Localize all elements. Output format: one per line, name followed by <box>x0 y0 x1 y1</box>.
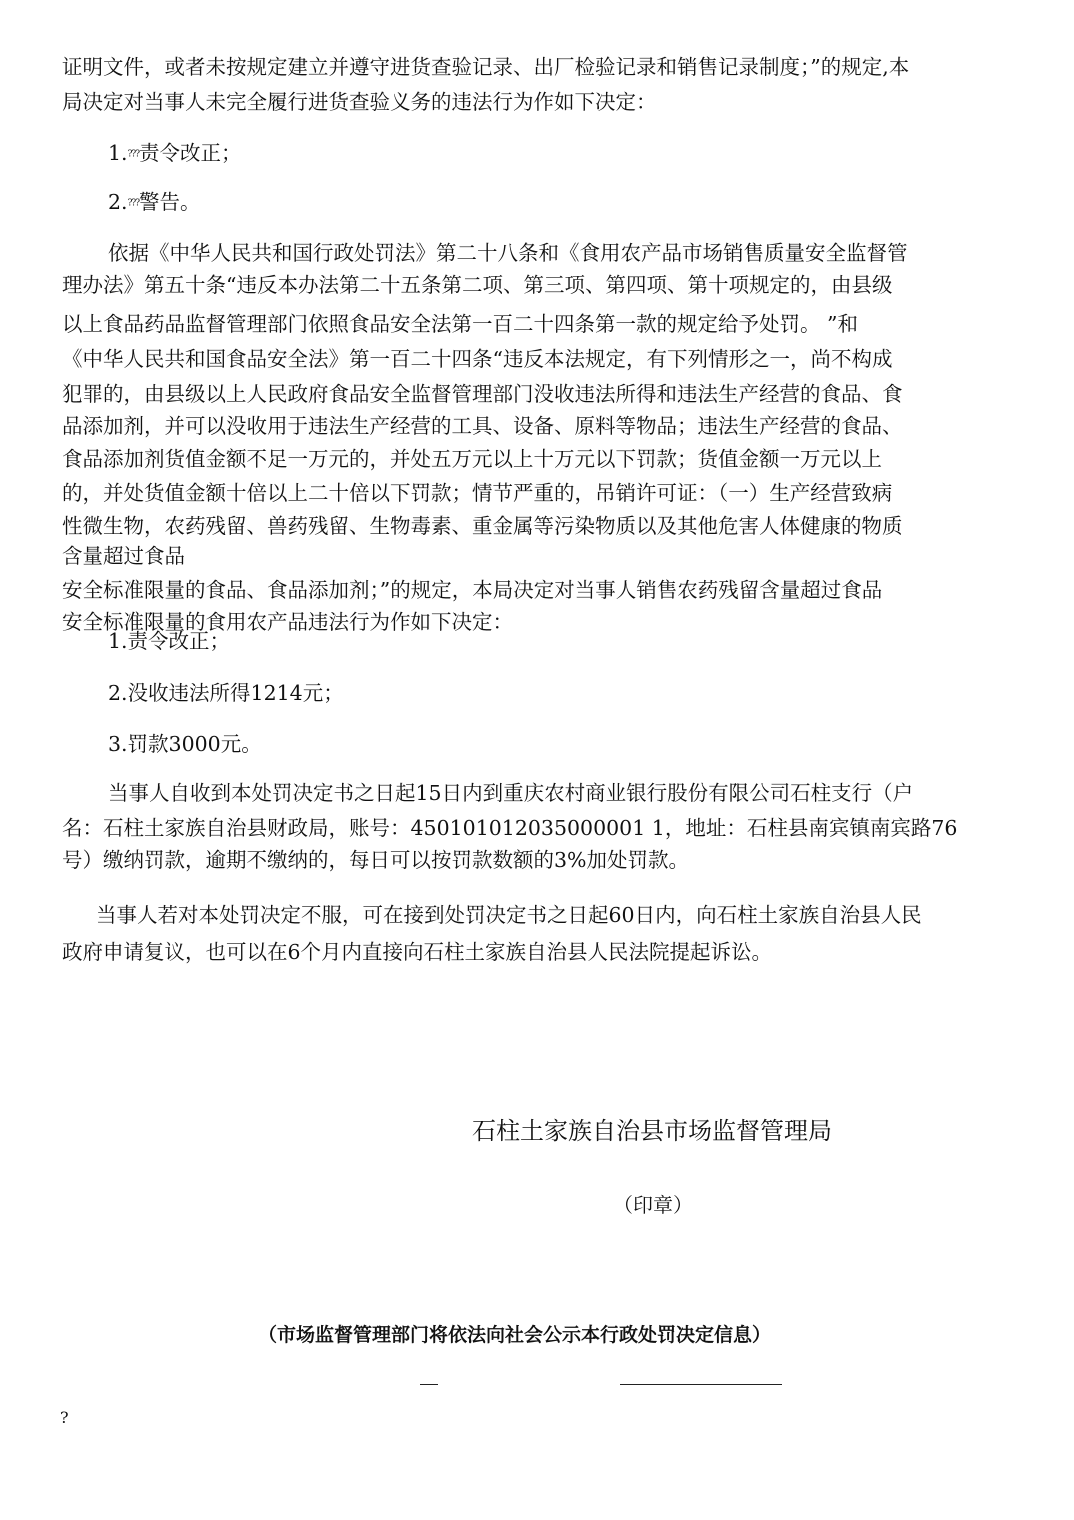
paragraph-line: 理办法》第五十条“违反本办法第二十五条第二项、第三项、第四项、第十项规定的，由县级 <box>62 273 893 297</box>
paragraph-line: 安全标准限量的食用农产品违法行为作如下决定： <box>62 610 513 634</box>
public-notice: （市场监督管理部门将依法向社会公示本行政处罚决定信息） <box>258 1324 772 1346</box>
paragraph-line: 政府申请复议，也可以在6个月内直接向石柱土家族自治县人民法院提起诉讼。 <box>62 940 773 964</box>
paragraph-line: 《中华人民共和国食品安全法》第一百二十四条“违反本法规定，有下列情形之一，尚不构成 <box>62 347 893 371</box>
seal-label: （印章） <box>613 1193 693 1217</box>
list-item: 1.责令改正； <box>108 629 231 653</box>
list-item <box>108 189 201 217</box>
paragraph-line: 的，并处货值金额十倍以上二十倍以下罚款；情节严重的，吊销许可证：（一）生产经营致病 <box>62 481 893 505</box>
paragraph-line: 犯罪的，由县级以上人民政府食品安全监督管理部门没收违法所得和违法生产经营的食品、食 <box>62 382 903 406</box>
list-text: 责令改正； <box>139 141 242 165</box>
garbled-mark: ??? <box>127 149 140 160</box>
paragraph-line: 当事人自收到本处罚决定书之日起15日内到重庆农村商业银行股份有限公司石柱支行（户 <box>108 781 914 805</box>
footer-mark: ? <box>60 1408 69 1427</box>
paragraph-line: 性微生物，农药残留、兽药残留、生物毒素、重金属等污染物质以及其他危害人体健康的物质 <box>62 514 903 538</box>
list-number: 2. <box>108 190 128 214</box>
paragraph-line: 以上食品药品监督管理部门依照食品安全法第一百二十四条第一款的规定给予处罚。 ”和 <box>62 312 858 336</box>
paragraph-line: 局决定对当事人未完全履行进货查验义务的违法行为作如下决定： <box>62 90 657 114</box>
list-item <box>108 140 242 168</box>
paragraph-line: 号）缴纳罚款，逾期不缴纳的，每日可以按罚款数额的3%加处罚款。 <box>62 848 690 872</box>
list-item: 2.没收违法所得1214元； <box>108 681 344 705</box>
paragraph-line: 含量超过食品 <box>62 544 185 568</box>
paragraph-line: 名：石柱土家族自治县财政局，账号：450101012035000001 1，地址：石柱县南宾镇南宾路76 <box>62 816 958 840</box>
paragraph-line: 安全标准限量的食品、食品添加剂；”的规定，本局决定对当事人销售农药残留含量超过食品 <box>62 578 883 602</box>
paragraph-line: 依据《中华人民共和国行政处罚法》第二十八条和《食用农产品市场销售质量安全监督管 <box>108 241 908 265</box>
divider-long <box>620 1384 782 1385</box>
divider-short <box>420 1384 438 1385</box>
list-text: 警告。 <box>139 190 201 214</box>
list-number: 1. <box>108 141 128 165</box>
garbled-mark: ??? <box>127 198 140 209</box>
issuing-organization: 石柱土家族自治县市场监督管理局 <box>472 1117 832 1145</box>
paragraph-line: 证明文件，或者未按规定建立并遵守进货查验记录、出厂检验记录和销售记录制度；”的规定,本 <box>62 55 910 79</box>
list-item: 3.罚款3000元。 <box>108 732 262 756</box>
paragraph-line: 当事人若对本处罚决定不服，可在接到处罚决定书之日起60日内，向石柱土家族自治县人民 <box>96 903 922 927</box>
paragraph-line: 食品添加剂货值金额不足一万元的，并处五万元以上十万元以下罚款；货值金额一万元以上 <box>62 447 882 471</box>
paragraph-line: 品添加剂，并可以没收用于违法生产经营的工具、设备、原料等物品；违法生产经营的食品、 <box>62 414 903 438</box>
